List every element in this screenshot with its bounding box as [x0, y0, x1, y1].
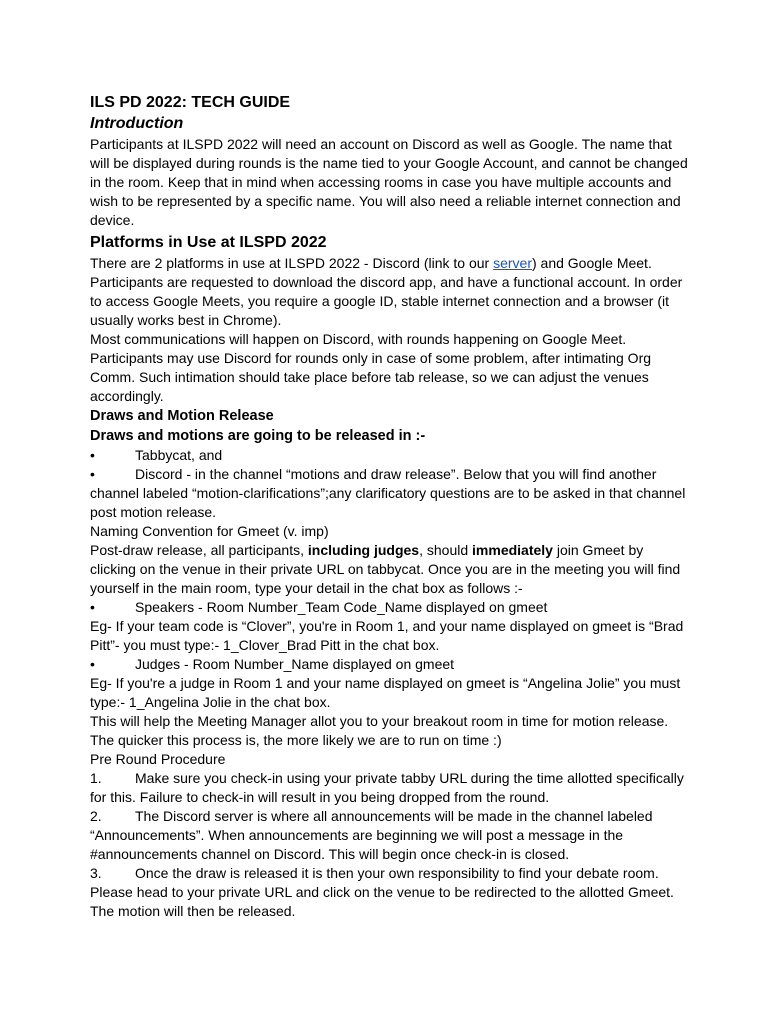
naming-text-e: join Gmeet by clicking on the venue in their private URL on tabbycat. Once you are in the meeting you will find yourself in the main room, type your detail in the chat box as follows :- — [90, 542, 681, 596]
naming-text-c: , should — [419, 542, 473, 558]
draws-heading: Draws and Motion Release — [90, 408, 274, 424]
item-text: Make sure you check-in using your private tabby URL during the time allotted specifically for this. Failure to check-in will result in you being dropped from the round. — [90, 770, 684, 805]
bullet-text: Tabbycat, and — [135, 447, 223, 463]
platforms-heading: Platforms in Use at ILSPD 2022 — [90, 234, 327, 251]
naming-heading: Naming Convention for Gmeet (v. imp) — [90, 523, 329, 539]
bullet-glyph: • — [90, 466, 95, 482]
bullet-glyph: • — [90, 599, 95, 615]
naming-bold-judges: including judges — [307, 542, 420, 558]
bullet-item-tabbycat — [90, 446, 690, 465]
example-judges: Eg- If you're a judge in Room 1 and your name displayed on gmeet is “Angelina Jolie” you must type:- 1_Angelina Jolie in the chat box. — [90, 675, 681, 710]
bullet-glyph: • — [90, 656, 95, 672]
bullet-item-judges — [90, 655, 690, 674]
platforms-paragraph-1 — [90, 254, 690, 330]
example-speakers: Eg- If your team code is “Clover”, you're in Room 1, and your name displayed on gmeet is “Brad Pitt”- you must type:- 1_Clover_Brad Pitt in the chat box. — [90, 618, 684, 653]
introduction-heading: Introduction — [90, 115, 184, 132]
item-number: 1. — [90, 770, 102, 786]
help-text-1: This will help the Meeting Manager allot you to your breakout room in time for motion release. — [90, 713, 669, 729]
naming-bold-immediately: immediately — [472, 542, 553, 558]
numbered-item-1 — [90, 769, 690, 807]
item-text: The Discord server is where all announcements will be made in the channel labeled “Announcements”. When announcements are beginning we will post a message in the #announcements channel on Discord. This will begin once check-in is closed. — [90, 808, 653, 862]
item-number: 2. — [90, 808, 102, 824]
document-title: ILS PD 2022: TECH GUIDE — [90, 94, 291, 111]
document-body — [90, 92, 690, 921]
item-number: 3. — [90, 865, 102, 881]
platforms-text-b: ) and Google Meet. Participants are requested to download the discord app, and have a functional account. In order to access Google Meets, you require a google ID, stable internet connection and a browser (it usually works best in Chrome). — [90, 255, 683, 328]
server-link[interactable]: server — [493, 255, 532, 271]
draws-subheading: Draws and motions are going to be released in :- — [90, 428, 426, 444]
naming-paragraph — [90, 541, 690, 598]
pre-round-heading: Pre Round Procedure — [90, 751, 226, 767]
naming-text-a: Post-draw release, all participants, — [90, 542, 308, 558]
help-text-2: The quicker this process is, the more likely we are to run on time :) — [90, 732, 502, 748]
bullet-item-discord — [90, 465, 690, 522]
item-text: Once the draw is released it is then your own responsibility to find your debate room. Please head to your private URL and click on the venue to be redirected to the allotted Gmeet. The motion will then be released. — [90, 865, 674, 919]
platforms-text-a: There are 2 platforms in use at ILSPD 2022 - Discord (link to our — [90, 255, 494, 271]
platforms-paragraph-2: Most communications will happen on Discord, with rounds happening on Google Meet. Participants may use Discord for rounds only in case of some problem, after intimating Org Comm. Such intimation should take place before tab release, so we can adjust the venues accordingly. — [90, 331, 652, 404]
numbered-item-2 — [90, 807, 690, 864]
introduction-paragraph: Participants at ILSPD 2022 will need an account on Discord as well as Google. The name that will be displayed during rounds is the name tied to your Google Account, and cannot be changed in the room. Keep that in mind when accessing rooms in case you have multiple accounts and wish to be represented by a specific name. You will also need a reliable internet connection and device. — [90, 136, 688, 228]
bullet-text: Judges - Room Number_Name displayed on gmeet — [135, 656, 455, 672]
bullet-text: Discord - in the channel “motions and draw release”. Below that you will find another channel labeled “motion-clarifications”;any clarificatory questions are to be asked in that channel post motion release. — [90, 466, 686, 520]
numbered-item-3 — [90, 864, 690, 921]
bullet-glyph: • — [90, 447, 95, 463]
bullet-item-speakers — [90, 598, 690, 617]
bullet-text: Speakers - Room Number_Team Code_Name displayed on gmeet — [135, 599, 548, 615]
